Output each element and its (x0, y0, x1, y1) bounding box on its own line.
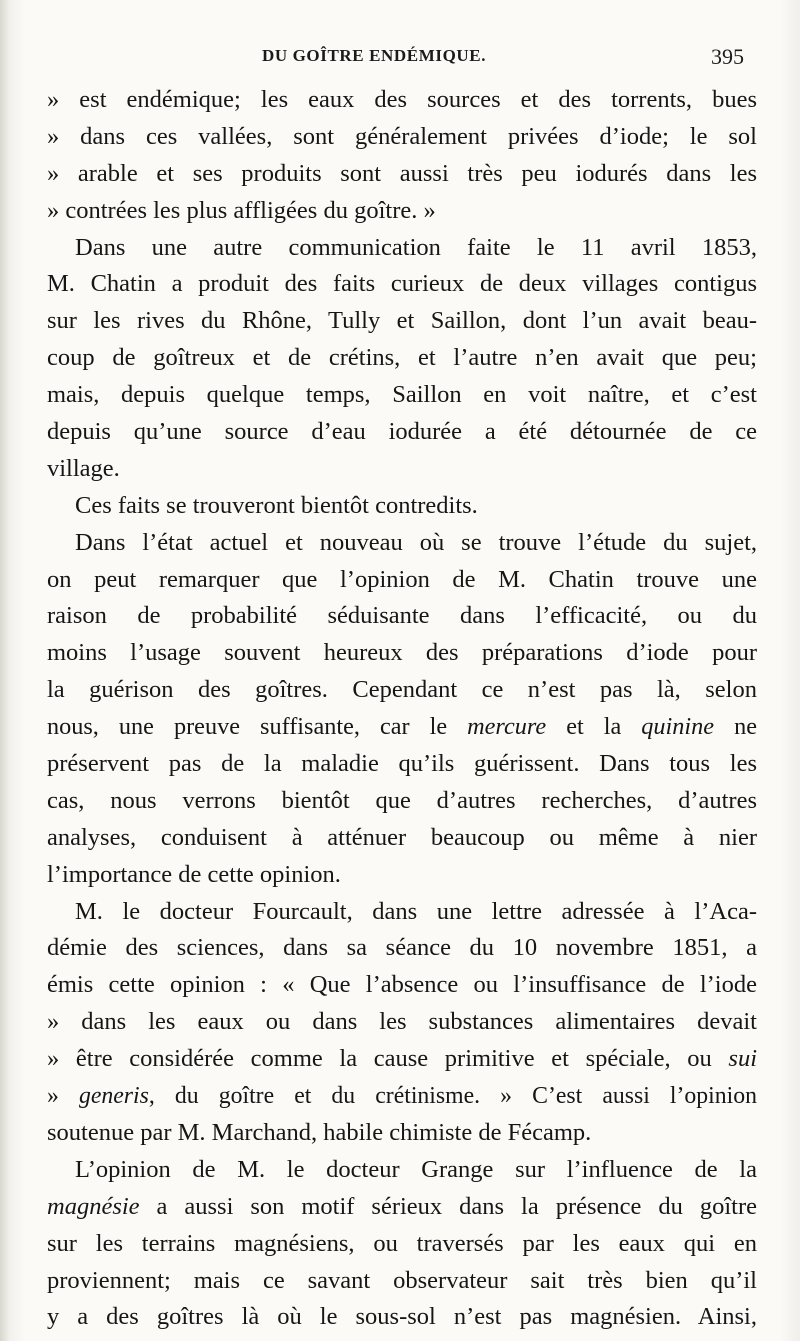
text-line (47, 525, 757, 562)
text-line (47, 303, 757, 340)
text-line (47, 746, 757, 783)
text-line (47, 1152, 757, 1189)
italic-term: sui (728, 1045, 757, 1073)
text-line (47, 562, 757, 599)
text-run: M. Chatin a produit des faits curieux de deux villages contigus (47, 270, 757, 298)
text-line (47, 193, 757, 230)
text-run: Dans une autre communication faite le 11 avril 1853, (75, 233, 757, 261)
text-run: et la (546, 713, 642, 741)
text-run: préservent pas de la maladie qu’ils guérissent. Dans tous les (47, 750, 757, 778)
text-run: démie des sciences, dans sa séance du 10 novembre 1851, a (47, 934, 757, 962)
text-run: mais, depuis quelque temps, Saillon en voit naître, et c’est (47, 381, 757, 409)
text-run: , du goître et du crétinisme. » C’est aussi l’opinion (148, 1083, 757, 1110)
italic-term: magnésie (47, 1192, 140, 1220)
text-line (47, 857, 757, 894)
text-run: coup de goîtreux et de crétins, et l’autre n’en avait que peu; (47, 344, 757, 372)
text-line (47, 967, 757, 1004)
text-line (47, 709, 757, 746)
text-line (47, 414, 757, 451)
text-line (47, 340, 757, 377)
page-number: 395 (711, 44, 744, 69)
body-text (47, 82, 757, 1336)
text-line (47, 894, 757, 931)
text-line (47, 1189, 757, 1226)
text-run: depuis qu’une source d’eau iodurée a été détournée de ce (47, 418, 757, 446)
text-run: la guérison des goîtres. Cependant ce n’est pas là, selon (47, 676, 757, 704)
text-run: cas, nous verrons bientôt que d’autres recherches, d’autres (47, 786, 757, 814)
text-line (47, 82, 757, 119)
text-run: sur les rives du Rhône, Tully et Saillon, dont l’un avait beau- (47, 307, 757, 335)
text-run: village. (47, 454, 120, 482)
running-title: DU GOÎTRE ENDÉMIQUE. (262, 46, 487, 65)
text-run: sur les terrains magnésiens, ou traversés par les eaux qui en (47, 1229, 757, 1257)
text-run: émis cette opinion : « Que l’absence ou l’insuffisance de l’iode (47, 971, 757, 999)
text-run: » contrées les plus affligées du goître. » (47, 196, 436, 224)
text-line (47, 156, 757, 193)
text-run: ne (714, 713, 757, 741)
text-run: moins l’usage souvent heureux des préparations d’iode pour (47, 639, 757, 667)
text-line (47, 1004, 757, 1041)
text-line (47, 266, 757, 303)
text-line (47, 1226, 757, 1263)
text-run: proviennent; mais ce savant observateur sait très bien qu’il (47, 1266, 757, 1294)
text-run: y a des goîtres là où le sous-sol n’est pas magnésien. Ainsi, (47, 1303, 757, 1331)
text-run: » arable et ses produits sont aussi très peu iodurés dans les (47, 159, 757, 187)
text-line (47, 1299, 757, 1336)
text-run: on peut remarquer que l’opinion de M. Chatin trouve une (47, 565, 757, 593)
text-line (47, 230, 757, 267)
text-run: l’importance de cette opinion. (47, 860, 341, 888)
text-line (47, 451, 757, 488)
text-run: analyses, conduisent à atténuer beaucoup ou même à nier (47, 823, 757, 851)
text-run: » dans ces vallées, sont généralement privées d’iode; le sol (47, 122, 757, 150)
text-line (47, 783, 757, 820)
text-run: Ces faits se trouveront bientôt contredits. (75, 491, 478, 519)
text-run: » dans les eaux ou dans les substances alimentaires devait (47, 1008, 757, 1036)
text-line (47, 1263, 757, 1300)
text-line (47, 672, 757, 709)
text-run: raison de probabilité séduisante dans l’efficacité, ou du (47, 602, 757, 630)
text-run: M. le docteur Fourcault, dans une lettre adressée à l’Aca- (75, 897, 757, 925)
text-line (47, 598, 757, 635)
text-line (47, 1078, 757, 1115)
text-run: » est endémique; les eaux des sources et des torrents, bues (47, 86, 757, 113)
italic-term: mercure (467, 713, 547, 741)
running-head (0, 44, 800, 74)
text-line (47, 488, 757, 525)
text-run: nous, une preuve suffisante, car le (47, 713, 468, 741)
text-line (47, 1115, 757, 1152)
text-line (47, 119, 757, 156)
text-line (47, 930, 757, 967)
text-line (47, 377, 757, 414)
text-run: » être considérée comme la cause primitive et spéciale, ou (47, 1045, 729, 1073)
text-run: soutenue par M. Marchand, habile chimiste de Fécamp. (47, 1118, 592, 1146)
text-run: » (47, 1083, 79, 1110)
italic-term: generis (78, 1083, 149, 1110)
text-run: L’opinion de M. le docteur Grange sur l’influence de la (75, 1155, 757, 1183)
italic-term: quinine (641, 713, 715, 741)
text-line (47, 1041, 757, 1078)
text-line (47, 635, 757, 672)
text-run: a aussi son motif sérieux dans la présence du goître (139, 1192, 757, 1220)
text-line (47, 820, 757, 857)
text-run: Dans l’état actuel et nouveau où se trouve l’étude du sujet, (75, 528, 757, 556)
